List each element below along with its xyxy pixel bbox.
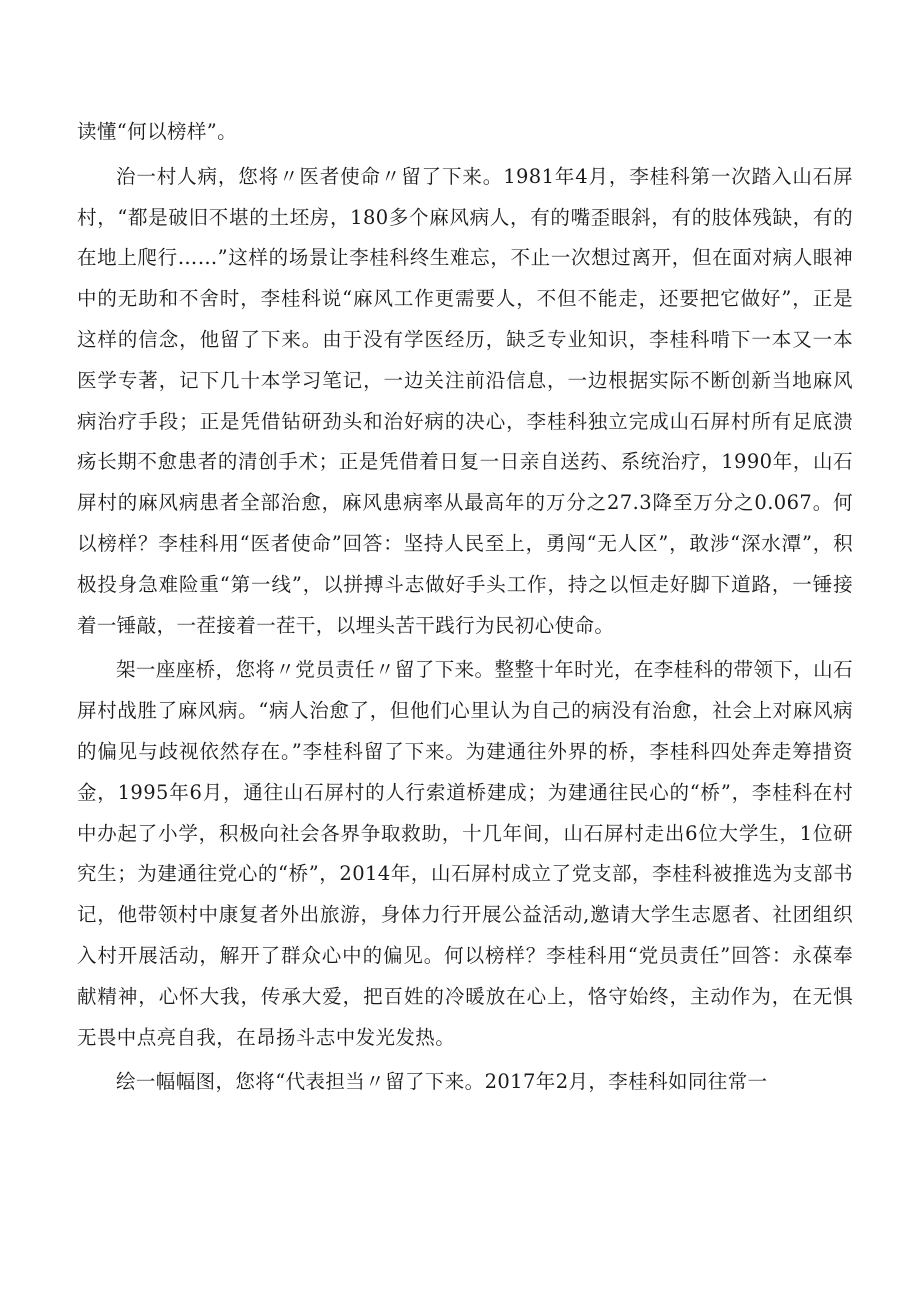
paragraph-doctor-mission: 治一村人病，您将〃医者使命〃留了下来。1981年4月，李桂科第一次踏入山石屏村，“都是破旧不堪的土坯房，180多个麻风病人，有的嘴歪眼斜，有的肢体残缺，有的在地上爬行……”这样的场景让李桂科终生难忘，不止一次想过离开，但在面对病人眼神中的无助和不舍时，李桂科说“麻风工作更需要人，不但不能走，还要把它做好”，正是这样的信念，他留了下来。由于没有学医经历，缺乏专业知识，李桂科啃下一本又一本医学专著，记下几十本学习笔记，一边关注前沿信息，一边根据实际不断创新当地麻风病治疗手段；正是凭借钻研劲头和治好病的决心，李桂科独立完成山石屏村所有足底溃疡长期不愈患者的清创手术；正是凭借着日复一日亲自送药、系统治疗，1990年，山石屏村的麻风病患者全部治愈，麻风患病率从最高年的万分之27.3降至万分之0.067。何以榜样？李桂科用“医者使命”回答：坚持人民至上，勇闯“无人区”，敢涉“深水潭”，积极投身急难险重“第一线”，以拼搏斗志做好手头工作，持之以恒走好脚下道路，一锤接着一锤敲，一茬接着一茬干，以埋头苦干践行为民初心使命。	[77, 164, 853, 637]
document-body	[77, 112, 853, 1103]
paragraph-party-duty: 架一座座桥，您将〃党员责任〃留了下来。整整十年时光，在李桂科的带领下，山石屏村战胜了麻风病。“病人治愈了，但他们心里认为自己的病没有治愈，社会上对麻风病的偏见与歧视依然存在。”李桂科留了下来。为建通往外界的桥，李桂科四处奔走筹措资金，1995年6月，通往山石屏村的人行索道桥建成；为建通往民心的“桥”，李桂科在村中办起了小学，积极向社会各界争取救助，十几年间，山石屏村走出6位大学生，1位研究生；为建通往党心的“桥”，2014年，山石屏村成立了党支部，李桂科被推选为支部书记，他带领村中康复者外出旅游，身体力行开展公益活动,邀请大学生志愿者、社团组织入村开展活动，解开了群众心中的偏见。何以榜样？李桂科用“党员责任”回答：永葆奉献精神，心怀大我，传承大爱，把百姓的冷暖放在心上，恪守始终，主动作为，在无惧无畏中点亮自我，在昂扬斗志中发光发热。	[77, 658, 853, 1049]
paragraph-intro: 读懂“何以榜样”。	[77, 120, 238, 143]
paragraph-representative-duty: 绘一幅幅图，您将“代表担当〃留了下来。2017年2月，李桂科如同往常一	[116, 1070, 768, 1094]
